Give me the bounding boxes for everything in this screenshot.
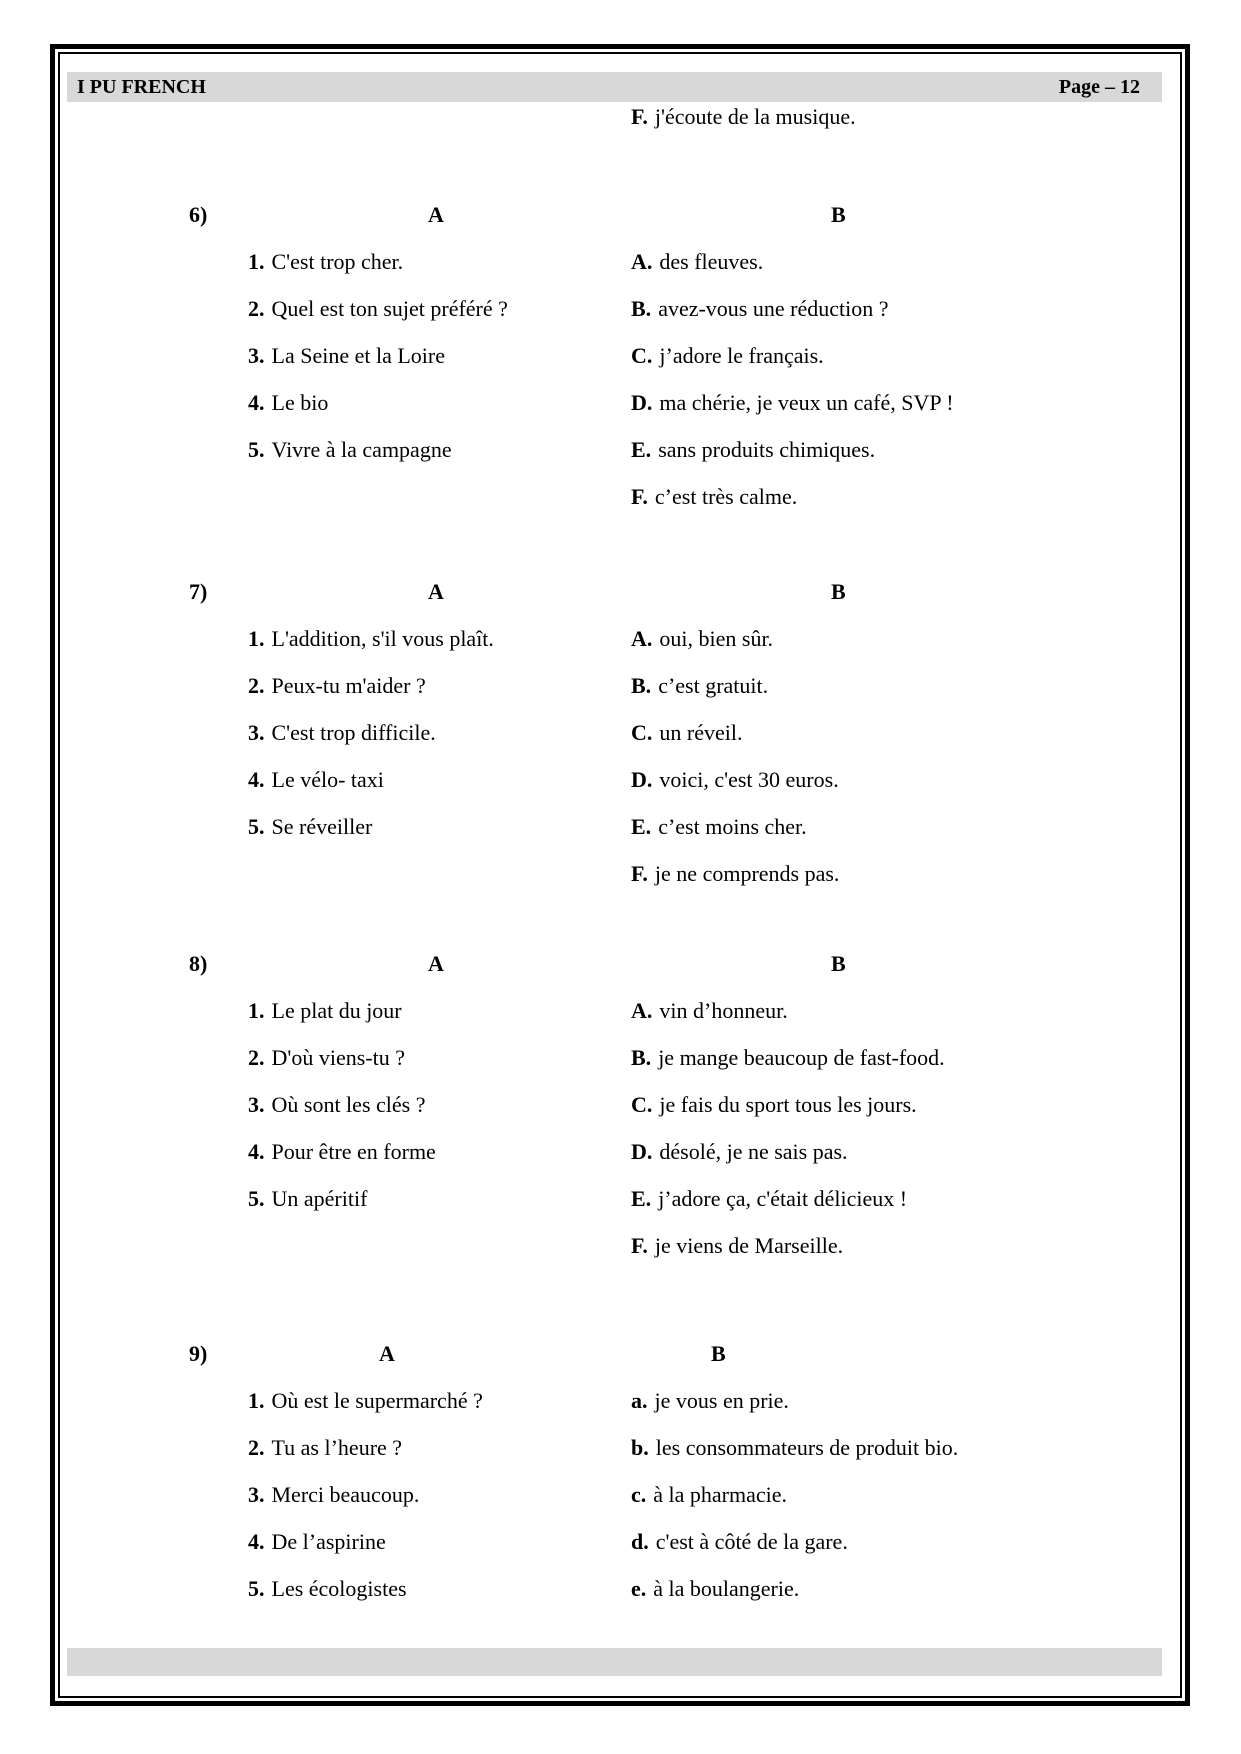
section-number: 6) — [189, 202, 208, 227]
match-row — [55, 1518, 1185, 1565]
option-letter: E. — [631, 814, 652, 839]
item-text: Où sont les clés ? — [271, 1092, 426, 1117]
item-number: 4. — [248, 767, 265, 792]
match-option-b — [631, 1128, 848, 1175]
match-item-a — [248, 987, 402, 1034]
match-option-b — [631, 756, 839, 803]
match-option-b — [631, 1565, 799, 1612]
exercise-section — [55, 568, 1185, 897]
item-text: La Seine et la Loire — [271, 343, 445, 368]
option-text: je mange beaucoup de fast-food. — [658, 1045, 945, 1070]
page-content — [55, 49, 1185, 1701]
option-letter: F. — [631, 104, 648, 129]
match-item-a — [248, 756, 384, 803]
match-row — [55, 987, 1185, 1034]
item-text: Le bio — [271, 390, 329, 415]
option-letter: d. — [631, 1529, 649, 1554]
option-text: ma chérie, je veux un café, SVP ! — [659, 390, 954, 415]
match-option-b — [631, 285, 888, 332]
match-item-a — [248, 1471, 419, 1518]
option-letter: F. — [631, 484, 648, 509]
section-header-row — [55, 568, 1185, 615]
item-text: Merci beaucoup. — [271, 1482, 420, 1507]
option-letter: b. — [631, 1435, 649, 1460]
footer-bar — [67, 1648, 1162, 1676]
option-text: je fais du sport tous les jours. — [659, 1092, 917, 1117]
match-option-b — [631, 332, 824, 379]
match-option-b — [631, 1222, 843, 1269]
item-number: 1. — [248, 626, 265, 651]
match-option-b — [631, 473, 797, 520]
option-letter: A. — [631, 249, 653, 274]
match-row — [55, 850, 1185, 897]
column-b-header: B — [831, 951, 846, 976]
option-letter: A. — [631, 626, 653, 651]
item-number: 2. — [248, 296, 265, 321]
match-item-a — [248, 709, 436, 756]
column-a-header: A — [428, 951, 444, 976]
match-option-b — [631, 1034, 945, 1081]
match-row — [55, 1081, 1185, 1128]
match-item-a — [248, 1034, 405, 1081]
option-text: c'est à côté de la gare. — [655, 1529, 848, 1554]
option-text: je ne comprends pas. — [654, 861, 840, 886]
match-item-a — [248, 662, 426, 709]
match-item-a — [248, 803, 372, 850]
item-text: C'est trop difficile. — [271, 720, 436, 745]
match-item-a — [248, 1424, 402, 1471]
item-number: 3. — [248, 1092, 265, 1117]
match-row — [55, 1424, 1185, 1471]
option-letter: D. — [631, 1139, 653, 1164]
section-header-row — [55, 1330, 1185, 1377]
match-row — [55, 662, 1185, 709]
item-text: Les écologistes — [271, 1576, 407, 1601]
match-row — [55, 426, 1185, 473]
match-row — [55, 1175, 1185, 1222]
option-letter: E. — [631, 1186, 652, 1211]
match-option-b — [631, 850, 839, 897]
item-text: Le plat du jour — [271, 998, 402, 1023]
match-option-b — [631, 426, 875, 473]
match-item-a — [248, 1518, 386, 1565]
option-letter: D. — [631, 767, 653, 792]
option-letter: B. — [631, 296, 652, 321]
item-text: Où est le supermarché ? — [271, 1388, 483, 1413]
match-option-b — [631, 987, 788, 1034]
item-number: 3. — [248, 343, 265, 368]
exercise-section — [55, 940, 1185, 1269]
option-text: à la boulangerie. — [653, 1576, 800, 1601]
option-text: les consommateurs de produit bio. — [655, 1435, 959, 1460]
match-item-a — [248, 615, 494, 662]
option-text: vin d’honneur. — [659, 998, 788, 1023]
option-text: j'écoute de la musique. — [654, 104, 856, 129]
item-number: 4. — [248, 1529, 265, 1554]
option-text: avez-vous une réduction ? — [658, 296, 889, 321]
header-title: I PU FRENCH — [77, 75, 206, 98]
item-text: Pour être en forme — [271, 1139, 436, 1164]
item-text: Quel est ton sujet préféré ? — [271, 296, 508, 321]
item-number: 2. — [248, 1045, 265, 1070]
option-letter: F. — [631, 861, 648, 886]
item-number: 5. — [248, 1576, 265, 1601]
option-text: des fleuves. — [659, 249, 764, 274]
match-option-b — [631, 1175, 907, 1222]
match-item-a — [248, 426, 452, 473]
match-row — [55, 238, 1185, 285]
match-option-b — [631, 1424, 958, 1471]
match-option-b — [631, 1471, 787, 1518]
section-number: 8) — [189, 951, 208, 976]
option-text: sans produits chimiques. — [658, 437, 876, 462]
option-letter: C. — [631, 720, 653, 745]
match-row — [55, 1128, 1185, 1175]
item-number: 1. — [248, 249, 265, 274]
item-number: 5. — [248, 814, 265, 839]
item-text: C'est trop cher. — [271, 249, 404, 274]
option-letter: c. — [631, 1482, 647, 1507]
match-row — [55, 473, 1185, 520]
column-a-header: A — [428, 202, 444, 227]
item-number: 5. — [248, 1186, 265, 1211]
option-text: c’est moins cher. — [658, 814, 807, 839]
exercise-section — [55, 191, 1185, 520]
item-number: 1. — [248, 1388, 265, 1413]
match-item-a — [248, 285, 508, 332]
option-letter: e. — [631, 1576, 647, 1601]
item-text: Tu as l’heure ? — [271, 1435, 403, 1460]
option-text: je vous en prie. — [654, 1388, 789, 1413]
header-bar — [67, 72, 1162, 102]
match-item-a — [248, 332, 445, 379]
section-number: 7) — [189, 579, 208, 604]
match-row — [55, 379, 1185, 426]
column-a-header: A — [379, 1341, 395, 1366]
option-letter: B. — [631, 1045, 652, 1070]
item-number: 3. — [248, 720, 265, 745]
match-item-a — [248, 1377, 483, 1424]
option-letter: D. — [631, 390, 653, 415]
match-item-a — [248, 379, 328, 426]
option-text: j’adore le français. — [659, 343, 824, 368]
match-row — [55, 1222, 1185, 1269]
option-text: c’est gratuit. — [658, 673, 769, 698]
item-number: 5. — [248, 437, 265, 462]
match-item-a — [248, 1175, 367, 1222]
match-option-b — [631, 1518, 848, 1565]
section-number: 9) — [189, 1341, 208, 1366]
option-text: oui, bien sûr. — [659, 626, 774, 651]
match-option-b — [631, 803, 807, 850]
item-number: 1. — [248, 998, 265, 1023]
item-text: L'addition, s'il vous plaît. — [271, 626, 494, 651]
page-border — [50, 44, 1190, 1706]
section-header-row — [55, 191, 1185, 238]
match-option-b — [631, 1081, 917, 1128]
item-number: 2. — [248, 673, 265, 698]
item-text: Peux-tu m'aider ? — [271, 673, 426, 698]
match-option-b — [631, 615, 773, 662]
option-letter: a. — [631, 1388, 648, 1413]
match-row — [55, 1377, 1185, 1424]
match-item-a — [248, 238, 403, 285]
item-number: 2. — [248, 1435, 265, 1460]
match-row — [55, 803, 1185, 850]
item-text: Vivre à la campagne — [271, 437, 452, 462]
option-text: j’adore ça, c'était délicieux ! — [658, 1186, 908, 1211]
option-letter: A. — [631, 998, 653, 1023]
item-text: D'où viens-tu ? — [271, 1045, 405, 1070]
match-item-a — [248, 1081, 425, 1128]
option-text: à la pharmacie. — [653, 1482, 788, 1507]
option-letter: B. — [631, 673, 652, 698]
match-row — [55, 1565, 1185, 1612]
match-row — [55, 756, 1185, 803]
option-text: un réveil. — [659, 720, 743, 745]
match-row — [55, 285, 1185, 332]
item-number: 3. — [248, 1482, 265, 1507]
section-header-row — [55, 940, 1185, 987]
option-letter: C. — [631, 343, 653, 368]
column-a-header: A — [428, 579, 444, 604]
item-text: Se réveiller — [271, 814, 373, 839]
option-letter: E. — [631, 437, 652, 462]
option-letter: C. — [631, 1092, 653, 1117]
match-row — [55, 1471, 1185, 1518]
option-text: désolé, je ne sais pas. — [659, 1139, 848, 1164]
header-page-number: Page – 12 — [1058, 75, 1140, 98]
column-b-header: B — [711, 1341, 726, 1366]
option-text: c’est très calme. — [654, 484, 798, 509]
match-option-b — [631, 662, 768, 709]
match-option-b — [631, 379, 954, 426]
column-b-header: B — [831, 202, 846, 227]
match-row — [55, 1034, 1185, 1081]
match-row — [55, 615, 1185, 662]
item-text: De l’aspirine — [271, 1529, 386, 1554]
match-item-a — [248, 1128, 436, 1175]
match-row — [55, 709, 1185, 756]
column-b-header: B — [831, 579, 846, 604]
item-text: Un apéritif — [271, 1186, 368, 1211]
item-number: 4. — [248, 1139, 265, 1164]
option-text: je viens de Marseille. — [654, 1233, 844, 1258]
match-option-b — [631, 238, 763, 285]
exercise-section — [55, 1330, 1185, 1612]
item-text: Le vélo- taxi — [271, 767, 384, 792]
carryover-option — [631, 93, 856, 140]
match-option-b — [631, 1377, 789, 1424]
item-number: 4. — [248, 390, 265, 415]
match-item-a — [248, 1565, 407, 1612]
match-option-b — [631, 709, 742, 756]
option-letter: F. — [631, 1233, 648, 1258]
option-text: voici, c'est 30 euros. — [659, 767, 839, 792]
match-row — [55, 332, 1185, 379]
